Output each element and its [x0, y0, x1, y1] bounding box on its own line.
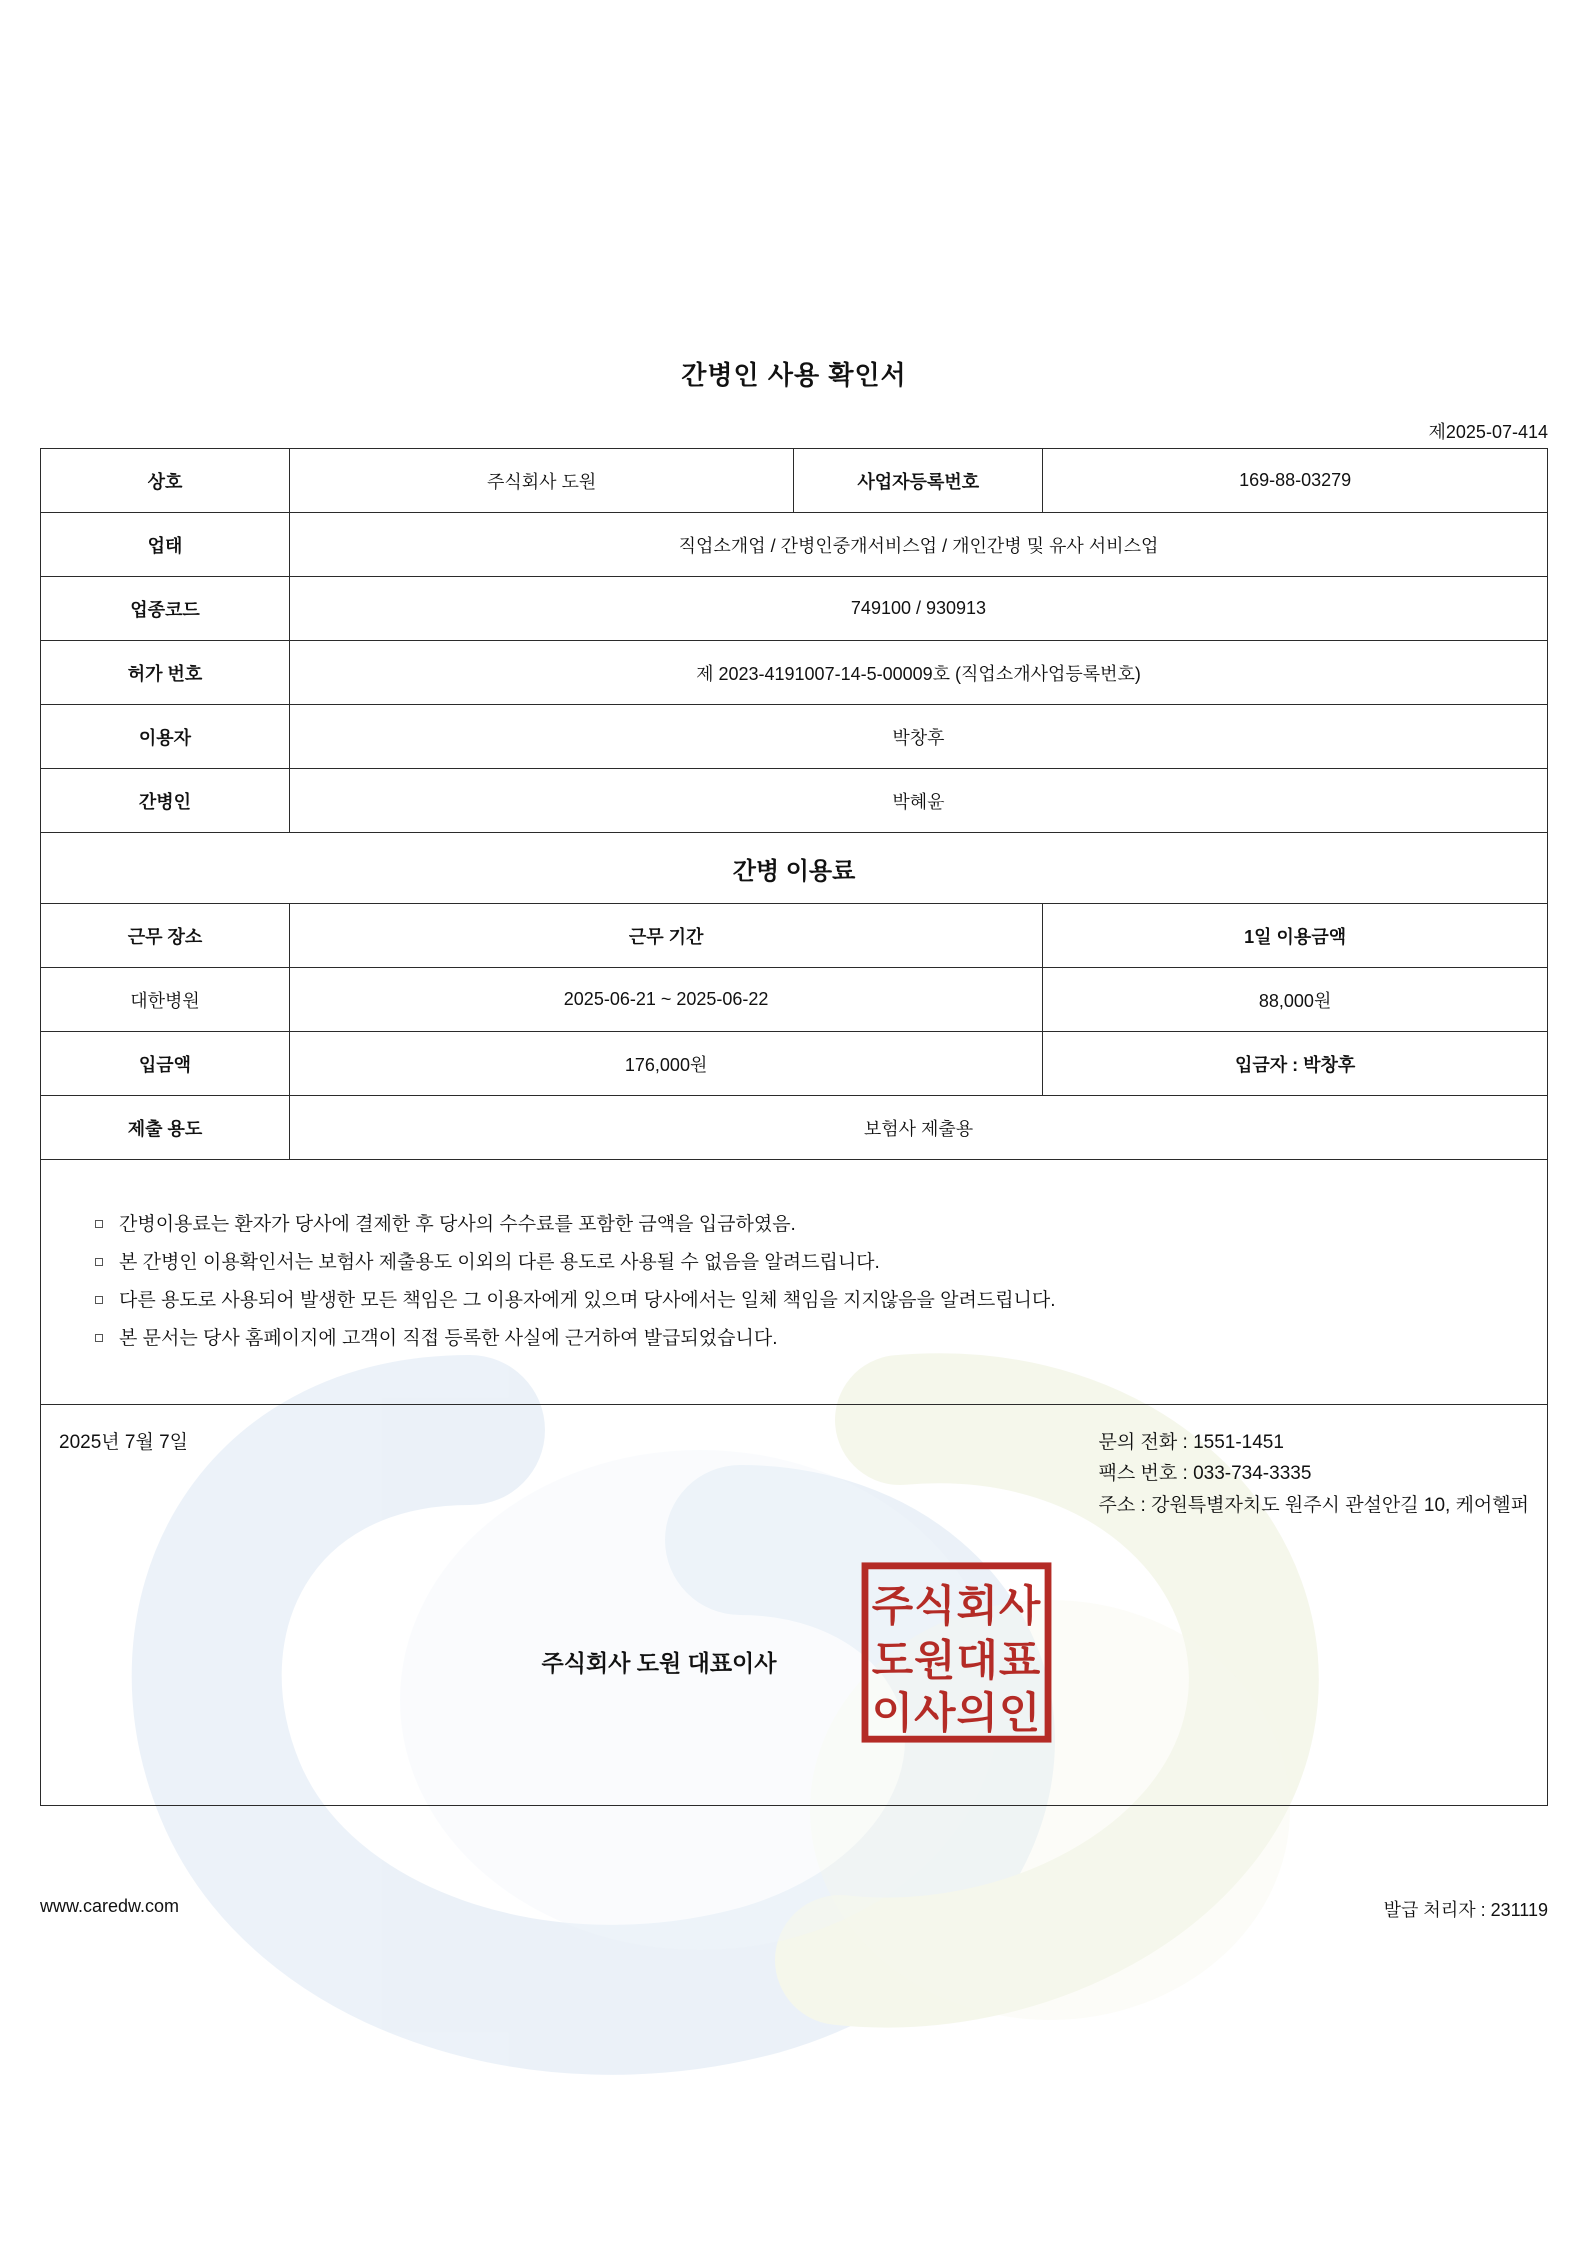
value-business-type: 직업소개업 / 간병인중개서비스업 / 개인간병 및 유사 서비스업 — [290, 513, 1548, 577]
value-industry-code: 749100 / 930913 — [290, 577, 1548, 641]
contact-address: 주소 : 강원특별자치도 원주시 관설안길 10, 케어헬퍼 — [1098, 1494, 1529, 1516]
table-row-deposit — [41, 1032, 1547, 1096]
document-number: 제2025-07-414 — [1428, 422, 1548, 442]
label-caregiver: 간병인 — [41, 769, 290, 833]
value-work-place: 대한병원 — [41, 968, 290, 1032]
value-depositor: 입금자 : 박창후 — [1043, 1032, 1547, 1096]
value-user: 박창후 — [290, 705, 1548, 769]
signature-text: 주식회사 도원 대표이사 — [541, 1650, 777, 1676]
contact-fax: 팩스 번호 : 033-734-3335 — [1098, 1463, 1312, 1485]
label-license-number: 허가 번호 — [41, 641, 290, 705]
footer-inner — [41, 1405, 1547, 1805]
value-business-number: 169-88-03279 — [1043, 449, 1547, 513]
value-daily-fee: 88,000원 — [1043, 968, 1547, 1032]
table-row-license-number — [41, 641, 1547, 705]
table-row-business-type — [41, 513, 1547, 577]
label-company-name: 상호 — [41, 449, 290, 513]
document-frame — [40, 448, 1548, 1806]
bottom-bar — [40, 1896, 1548, 1922]
value-deposit: 176,000원 — [290, 1032, 1043, 1096]
table-row-notes — [41, 1160, 1547, 1405]
table-row-fee-headers — [41, 904, 1547, 968]
label-purpose: 제출 용도 — [41, 1096, 290, 1160]
label-business-type: 업태 — [41, 513, 290, 577]
fee-section-heading: 간병 이용료 — [41, 833, 1547, 904]
issuer-id: 발급 처리자 : 231119 — [1383, 1900, 1548, 1920]
value-license-number: 제 2023-4191007-14-5-00009호 (직업소개사업등록번호) — [290, 641, 1548, 705]
label-deposit: 입금액 — [41, 1032, 290, 1096]
header-work-place: 근무 장소 — [41, 904, 290, 968]
label-industry-code: 업종코드 — [41, 577, 290, 641]
certificate-table — [41, 449, 1547, 1805]
table-row-fee-heading — [41, 833, 1547, 904]
list-item: 본 간병인 이용확인서는 보험사 제출용도 이외의 다른 용도로 사용될 수 없음을 알려드립니다. — [93, 1244, 1547, 1282]
website-link[interactable]: www.caredw.com — [40, 1896, 180, 1916]
value-purpose: 보험사 제출용 — [290, 1096, 1548, 1160]
contact-info — [1099, 1427, 1529, 1521]
table-row-fee-values — [41, 968, 1547, 1032]
table-row-purpose — [41, 1096, 1547, 1160]
table-row-industry-code — [41, 577, 1547, 641]
signature-line — [41, 1645, 1547, 1678]
value-work-period: 2025-06-21 ~ 2025-06-22 — [290, 968, 1043, 1032]
svg-text:이사의인: 이사의인 — [871, 1689, 1042, 1738]
header-work-period: 근무 기간 — [290, 904, 1043, 968]
label-business-number: 사업자등록번호 — [794, 449, 1043, 513]
list-item: 다른 용도로 사용되어 발생한 모든 책임은 그 이용자에게 있으며 당사에서는 일체 책임을 지지않음을 알려드립니다. — [93, 1282, 1547, 1320]
header-daily-fee: 1일 이용금액 — [1043, 904, 1547, 968]
notes-list — [41, 1206, 1547, 1358]
notes-block — [41, 1160, 1547, 1405]
value-caregiver: 박혜윤 — [290, 769, 1548, 833]
label-user: 이용자 — [41, 705, 290, 769]
table-row-caregiver — [41, 769, 1547, 833]
list-item: 간병이용료는 환자가 당사에 결제한 후 당사의 수수료를 포함한 금액을 입금하였음. — [93, 1206, 1547, 1244]
list-item: 본 문서는 당사 홈페이지에 고객이 직접 등록한 사실에 근거하여 발급되었습니다. — [93, 1320, 1547, 1358]
contact-phone: 문의 전화 : 1551-1451 — [1098, 1432, 1284, 1453]
value-company-name: 주식회사 도원 — [290, 449, 794, 513]
svg-text:도원대표: 도원대표 — [871, 1636, 1042, 1685]
table-row-company — [41, 449, 1547, 513]
issue-date: 2025년 7월 7일 — [59, 1432, 189, 1453]
svg-text:주식회사: 주식회사 — [871, 1582, 1042, 1631]
table-row-footer — [41, 1405, 1547, 1806]
page-title: 간병인 사용 확인서 — [681, 360, 907, 390]
table-row-user — [41, 705, 1547, 769]
footer-block — [41, 1405, 1547, 1806]
